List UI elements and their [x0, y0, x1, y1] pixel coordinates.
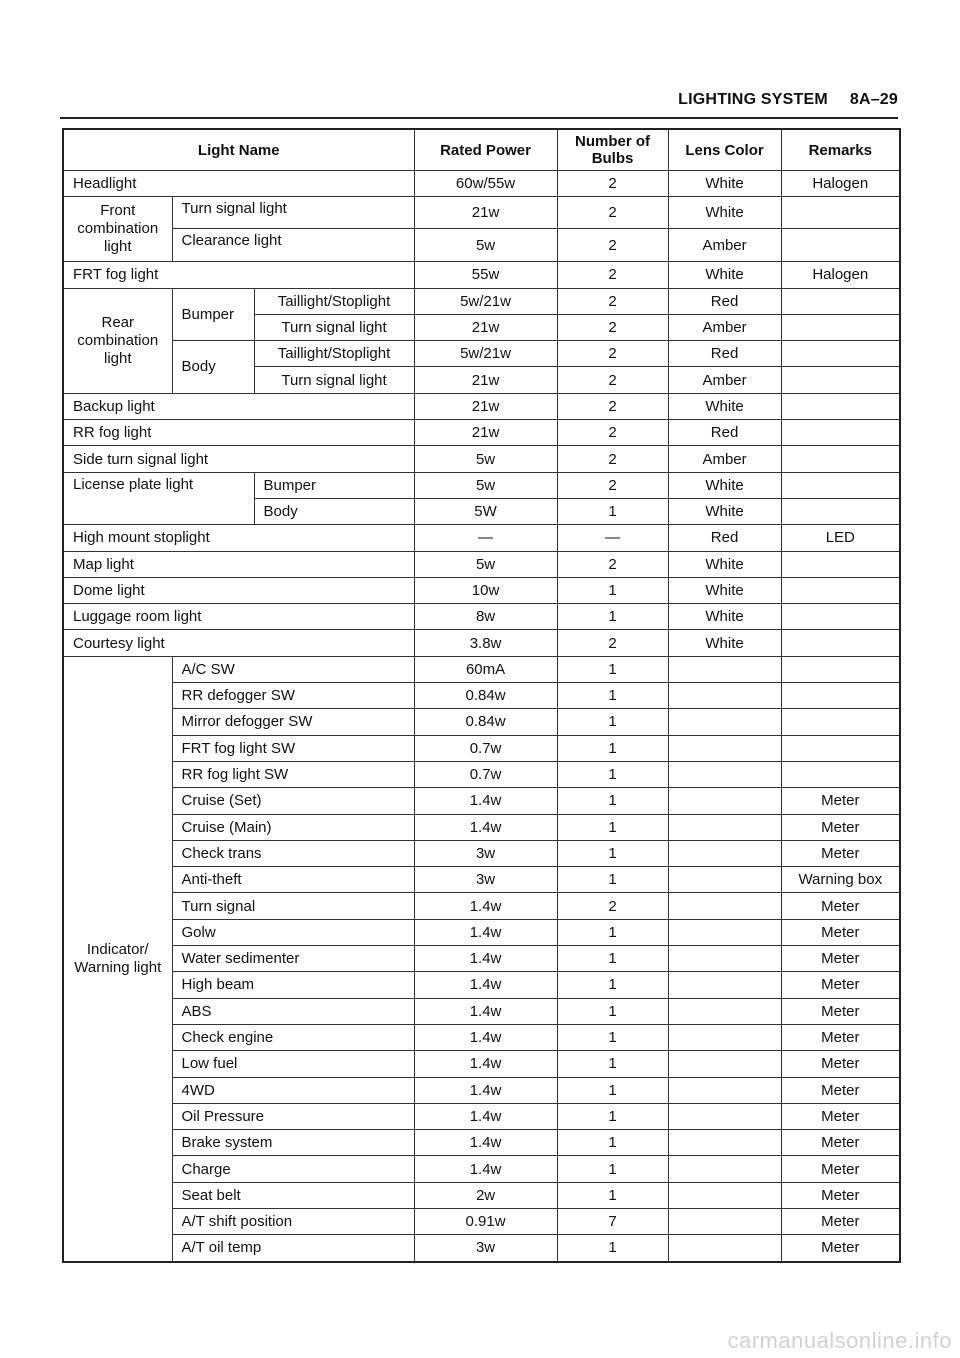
cell-power: 1.4w: [414, 1156, 557, 1182]
table-row: [63, 893, 900, 919]
cell-power: 2w: [414, 1182, 557, 1208]
cell-name: Taillight/Stoplight: [254, 288, 414, 314]
cell-lens: [668, 735, 781, 761]
cell-lens: [668, 893, 781, 919]
table-row: [63, 998, 900, 1024]
col-header-remarks: Remarks: [781, 129, 900, 171]
cell-name: Courtesy light: [63, 630, 414, 656]
cell-power: 1.4w: [414, 1130, 557, 1156]
cell-power: 1.4w: [414, 1103, 557, 1129]
cell-remarks: [781, 367, 900, 393]
cell-power: 3.8w: [414, 630, 557, 656]
cell-bulbs: 2: [557, 420, 668, 446]
table-header-row: [63, 129, 900, 171]
cell-lens: Red: [668, 341, 781, 367]
cell-remarks: [781, 577, 900, 603]
cell-power: 5w: [414, 446, 557, 472]
cell-remarks: Meter: [781, 946, 900, 972]
cell-power: 21w: [414, 420, 557, 446]
indicator-section: [63, 656, 900, 1261]
cell-remarks: [781, 197, 900, 229]
table-row: [63, 229, 900, 262]
cell-bulbs: 1: [557, 946, 668, 972]
cell-name: Taillight/Stoplight: [254, 341, 414, 367]
cell-power: 1.4w: [414, 1051, 557, 1077]
cell-lens: [668, 840, 781, 866]
cell-bulbs: 1: [557, 1182, 668, 1208]
cell-lens: [668, 1130, 781, 1156]
cell-power: 3w: [414, 840, 557, 866]
table-row: [63, 604, 900, 630]
cell-name: Charge: [172, 1156, 414, 1182]
cell-bulbs: 1: [557, 761, 668, 787]
cell-power: 0.7w: [414, 761, 557, 787]
cell-power: 5w: [414, 551, 557, 577]
cell-bulbs: 1: [557, 919, 668, 945]
cell-lens: Red: [668, 288, 781, 314]
cell-remarks: Meter: [781, 1130, 900, 1156]
cell-lens: [668, 814, 781, 840]
cell-name: RR defogger SW: [172, 683, 414, 709]
cell-lens: [668, 919, 781, 945]
cell-remarks: [781, 393, 900, 419]
cell-remarks: [781, 604, 900, 630]
cell-name: Brake system: [172, 1130, 414, 1156]
table-row: [63, 1235, 900, 1262]
cell-remarks: Meter: [781, 1235, 900, 1262]
cell-power: 1.4w: [414, 893, 557, 919]
cell-power: 1.4w: [414, 998, 557, 1024]
cell-name: Backup light: [63, 393, 414, 419]
cell-bulbs: 1: [557, 498, 668, 524]
cell-lens: [668, 1103, 781, 1129]
table-row: [63, 814, 900, 840]
cell-power: 5w: [414, 472, 557, 498]
cell-bulbs: 2: [557, 288, 668, 314]
cell-remarks: Meter: [781, 972, 900, 998]
table-row: [63, 341, 900, 367]
cell-name: 4WD: [172, 1077, 414, 1103]
cell-bulbs: 1: [557, 1077, 668, 1103]
cell-bulbs: 1: [557, 1024, 668, 1050]
cell-power: 8w: [414, 604, 557, 630]
cell-remarks: Meter: [781, 1024, 900, 1050]
table-row: [63, 630, 900, 656]
cell-name: Dome light: [63, 577, 414, 603]
cell-power: —: [414, 525, 557, 551]
cell-power: 0.84w: [414, 683, 557, 709]
table-row: [63, 840, 900, 866]
cell-name: Check trans: [172, 840, 414, 866]
cell-lens: [668, 1235, 781, 1262]
cell-remarks: [781, 683, 900, 709]
cell-remarks: [781, 288, 900, 314]
header-title: [678, 91, 898, 109]
cell-lens: White: [668, 604, 781, 630]
cell-bulbs: 2: [557, 367, 668, 393]
table-row: [63, 1077, 900, 1103]
cell-remarks: Meter: [781, 893, 900, 919]
cell-lens: [668, 1208, 781, 1234]
cell-power: 5w/21w: [414, 288, 557, 314]
cell-remarks: [781, 761, 900, 787]
table-row: [63, 919, 900, 945]
cell-lens: [668, 1024, 781, 1050]
table-row: [63, 946, 900, 972]
cell-bulbs: 1: [557, 788, 668, 814]
cell-name: Oil Pressure: [172, 1103, 414, 1129]
cell-remarks: Meter: [781, 1051, 900, 1077]
cell-remarks: Meter: [781, 919, 900, 945]
cell-bulbs: 2: [557, 262, 668, 288]
cell-remarks: Meter: [781, 840, 900, 866]
cell-remarks: Meter: [781, 998, 900, 1024]
table-row: [63, 577, 900, 603]
cell-bulbs: 1: [557, 656, 668, 682]
cell-name: ABS: [172, 998, 414, 1024]
cell-bulbs: 1: [557, 1103, 668, 1129]
cell-bulbs: 2: [557, 171, 668, 197]
cell-power: 3w: [414, 1235, 557, 1262]
cell-power: 5W: [414, 498, 557, 524]
cell-remarks: [781, 551, 900, 577]
cell-power: 1.4w: [414, 788, 557, 814]
cell-bulbs: 1: [557, 1235, 668, 1262]
cell-lens: Amber: [668, 367, 781, 393]
cell-power: 5w: [414, 229, 557, 262]
cell-lens: White: [668, 498, 781, 524]
cell-remarks: Halogen: [781, 262, 900, 288]
cell-bulbs: 1: [557, 840, 668, 866]
col-header-number-of-bulbs: Number of Bulbs: [557, 129, 668, 171]
cell-power: 5w/21w: [414, 341, 557, 367]
cell-bulbs: 1: [557, 1051, 668, 1077]
cell-bulbs: 2: [557, 893, 668, 919]
cell-remarks: [781, 498, 900, 524]
cell-power: 1.4w: [414, 814, 557, 840]
cell-name: Turn signal light: [172, 197, 414, 229]
table-row: [63, 262, 900, 288]
cell-remarks: Meter: [781, 1156, 900, 1182]
cell-bulbs: 1: [557, 735, 668, 761]
page-number: 8A–29: [849, 91, 898, 108]
cell-power: 21w: [414, 314, 557, 340]
cell-remarks: [781, 314, 900, 340]
cell-name: FRT fog light SW: [172, 735, 414, 761]
table-row: [63, 420, 900, 446]
cell-lens: White: [668, 472, 781, 498]
cell-remarks: LED: [781, 525, 900, 551]
cell-power: 1.4w: [414, 1077, 557, 1103]
table-row: [63, 551, 900, 577]
table-row: [63, 197, 900, 229]
cell-lens: White: [668, 393, 781, 419]
cell-bulbs: 1: [557, 683, 668, 709]
cell-remarks: Meter: [781, 1103, 900, 1129]
table-row: [63, 1024, 900, 1050]
table-row: [63, 709, 900, 735]
cell-bulbs: 1: [557, 604, 668, 630]
table-row: [63, 788, 900, 814]
cell-bulbs: 1: [557, 972, 668, 998]
cell-bulbs: 1: [557, 867, 668, 893]
table-row: [63, 1103, 900, 1129]
cell-lens: Amber: [668, 314, 781, 340]
cell-lens: White: [668, 262, 781, 288]
cell-name: Check engine: [172, 1024, 414, 1050]
cell-bulbs: 2: [557, 341, 668, 367]
cell-name: Anti-theft: [172, 867, 414, 893]
cell-lens: [668, 1156, 781, 1182]
cell-name: Water sedimenter: [172, 946, 414, 972]
cell-power: 0.91w: [414, 1208, 557, 1234]
cell-lens: [668, 1077, 781, 1103]
cell-power: 21w: [414, 197, 557, 229]
table-row: [63, 1182, 900, 1208]
cell-power: 1.4w: [414, 1024, 557, 1050]
cell-bulbs: 2: [557, 393, 668, 419]
col-header-rated-power: Rated Power: [414, 129, 557, 171]
table-row: [63, 288, 900, 314]
watermark-text: carmanualsonline.info: [727, 1328, 952, 1353]
cell-group-rear-combination: Rear combination light: [63, 288, 172, 393]
cell-bulbs: 1: [557, 577, 668, 603]
cell-lens: [668, 683, 781, 709]
cell-bulbs: 1: [557, 1156, 668, 1182]
cell-name: RR fog light SW: [172, 761, 414, 787]
cell-lens: [668, 761, 781, 787]
cell-lens: [668, 709, 781, 735]
cell-lens: White: [668, 551, 781, 577]
cell-remarks: [781, 709, 900, 735]
cell-name: Turn signal light: [254, 367, 414, 393]
cell-bulbs: 2: [557, 197, 668, 229]
cell-lens: Amber: [668, 446, 781, 472]
cell-name: Clearance light: [172, 229, 414, 262]
cell-power: 0.7w: [414, 735, 557, 761]
cell-name: A/T shift position: [172, 1208, 414, 1234]
cell-bulbs: —: [557, 525, 668, 551]
cell-power: 60mA: [414, 656, 557, 682]
cell-name: RR fog light: [63, 420, 414, 446]
table-row: [63, 446, 900, 472]
bulb-spec-table: [62, 128, 901, 1263]
cell-remarks: Meter: [781, 1182, 900, 1208]
cell-remarks: [781, 630, 900, 656]
cell-name: A/T oil temp: [172, 1235, 414, 1262]
cell-power: 0.84w: [414, 709, 557, 735]
cell-power: 1.4w: [414, 946, 557, 972]
cell-name: Golw: [172, 919, 414, 945]
col-header-light-name: Light Name: [63, 129, 414, 171]
cell-bulbs: 2: [557, 630, 668, 656]
cell-subgroup-bumper: Bumper: [172, 288, 254, 341]
cell-name: High beam: [172, 972, 414, 998]
cell-remarks: [781, 656, 900, 682]
cell-name: Map light: [63, 551, 414, 577]
cell-bulbs: 1: [557, 814, 668, 840]
cell-bulbs: 2: [557, 314, 668, 340]
cell-remarks: Meter: [781, 814, 900, 840]
cell-lens: White: [668, 171, 781, 197]
cell-name: Low fuel: [172, 1051, 414, 1077]
col-header-lens-color: Lens Color: [668, 129, 781, 171]
cell-bulbs: 2: [557, 551, 668, 577]
cell-name: Bumper: [254, 472, 414, 498]
table-row: [63, 735, 900, 761]
cell-remarks: [781, 341, 900, 367]
cell-bulbs: 2: [557, 446, 668, 472]
cell-power: 1.4w: [414, 919, 557, 945]
cell-power: 60w/55w: [414, 171, 557, 197]
cell-bulbs: 1: [557, 709, 668, 735]
page-header: [60, 91, 898, 119]
cell-remarks: Warning box: [781, 867, 900, 893]
cell-name: Luggage room light: [63, 604, 414, 630]
cell-power: 10w: [414, 577, 557, 603]
cell-lens: [668, 656, 781, 682]
cell-bulbs: 1: [557, 998, 668, 1024]
cell-power: 21w: [414, 393, 557, 419]
cell-subgroup-body: Body: [172, 341, 254, 394]
cell-remarks: [781, 735, 900, 761]
cell-lens: [668, 1051, 781, 1077]
table-row: [63, 1130, 900, 1156]
cell-power: 1.4w: [414, 972, 557, 998]
table-row: [63, 1208, 900, 1234]
table-row: [63, 683, 900, 709]
cell-power: 55w: [414, 262, 557, 288]
cell-group-license-plate: License plate light: [63, 472, 254, 525]
cell-name: Turn signal: [172, 893, 414, 919]
cell-lens: [668, 946, 781, 972]
section-title: LIGHTING SYSTEM: [678, 91, 828, 108]
cell-remarks: [781, 420, 900, 446]
cell-lens: Red: [668, 525, 781, 551]
cell-bulbs: 7: [557, 1208, 668, 1234]
table-row: [63, 525, 900, 551]
cell-name: Turn signal light: [254, 314, 414, 340]
cell-name: Headlight: [63, 171, 414, 197]
cell-lens: [668, 1182, 781, 1208]
cell-name: High mount stoplight: [63, 525, 414, 551]
table-row: [63, 656, 900, 682]
cell-power: 21w: [414, 367, 557, 393]
cell-name: A/C SW: [172, 656, 414, 682]
table-row: [63, 1156, 900, 1182]
cell-lens: [668, 972, 781, 998]
cell-group-indicator: Indicator/ Warning light: [63, 656, 172, 1261]
cell-remarks: Meter: [781, 788, 900, 814]
cell-remarks: Meter: [781, 1208, 900, 1234]
cell-power: 3w: [414, 867, 557, 893]
cell-remarks: [781, 472, 900, 498]
cell-bulbs: 2: [557, 472, 668, 498]
cell-name: Mirror defogger SW: [172, 709, 414, 735]
cell-name: Side turn signal light: [63, 446, 414, 472]
cell-lens: [668, 998, 781, 1024]
cell-name: Cruise (Main): [172, 814, 414, 840]
cell-remarks: Halogen: [781, 171, 900, 197]
table-row: [63, 171, 900, 197]
table-row: [63, 393, 900, 419]
table-row: [63, 867, 900, 893]
cell-lens: White: [668, 577, 781, 603]
cell-remarks: [781, 229, 900, 262]
cell-remarks: Meter: [781, 1077, 900, 1103]
cell-bulbs: 1: [557, 1130, 668, 1156]
cell-bulbs: 2: [557, 229, 668, 262]
cell-lens: Amber: [668, 229, 781, 262]
cell-lens: White: [668, 197, 781, 229]
table-row: [63, 972, 900, 998]
table-row: [63, 1051, 900, 1077]
cell-lens: White: [668, 630, 781, 656]
table-row: [63, 761, 900, 787]
cell-lens: [668, 788, 781, 814]
cell-lens: Red: [668, 420, 781, 446]
cell-name: Seat belt: [172, 1182, 414, 1208]
cell-lens: [668, 867, 781, 893]
cell-name: Body: [254, 498, 414, 524]
cell-group-front-combination: Front combination light: [63, 197, 172, 262]
cell-name: FRT fog light: [63, 262, 414, 288]
table-row: [63, 472, 900, 498]
cell-remarks: [781, 446, 900, 472]
cell-name: Cruise (Set): [172, 788, 414, 814]
